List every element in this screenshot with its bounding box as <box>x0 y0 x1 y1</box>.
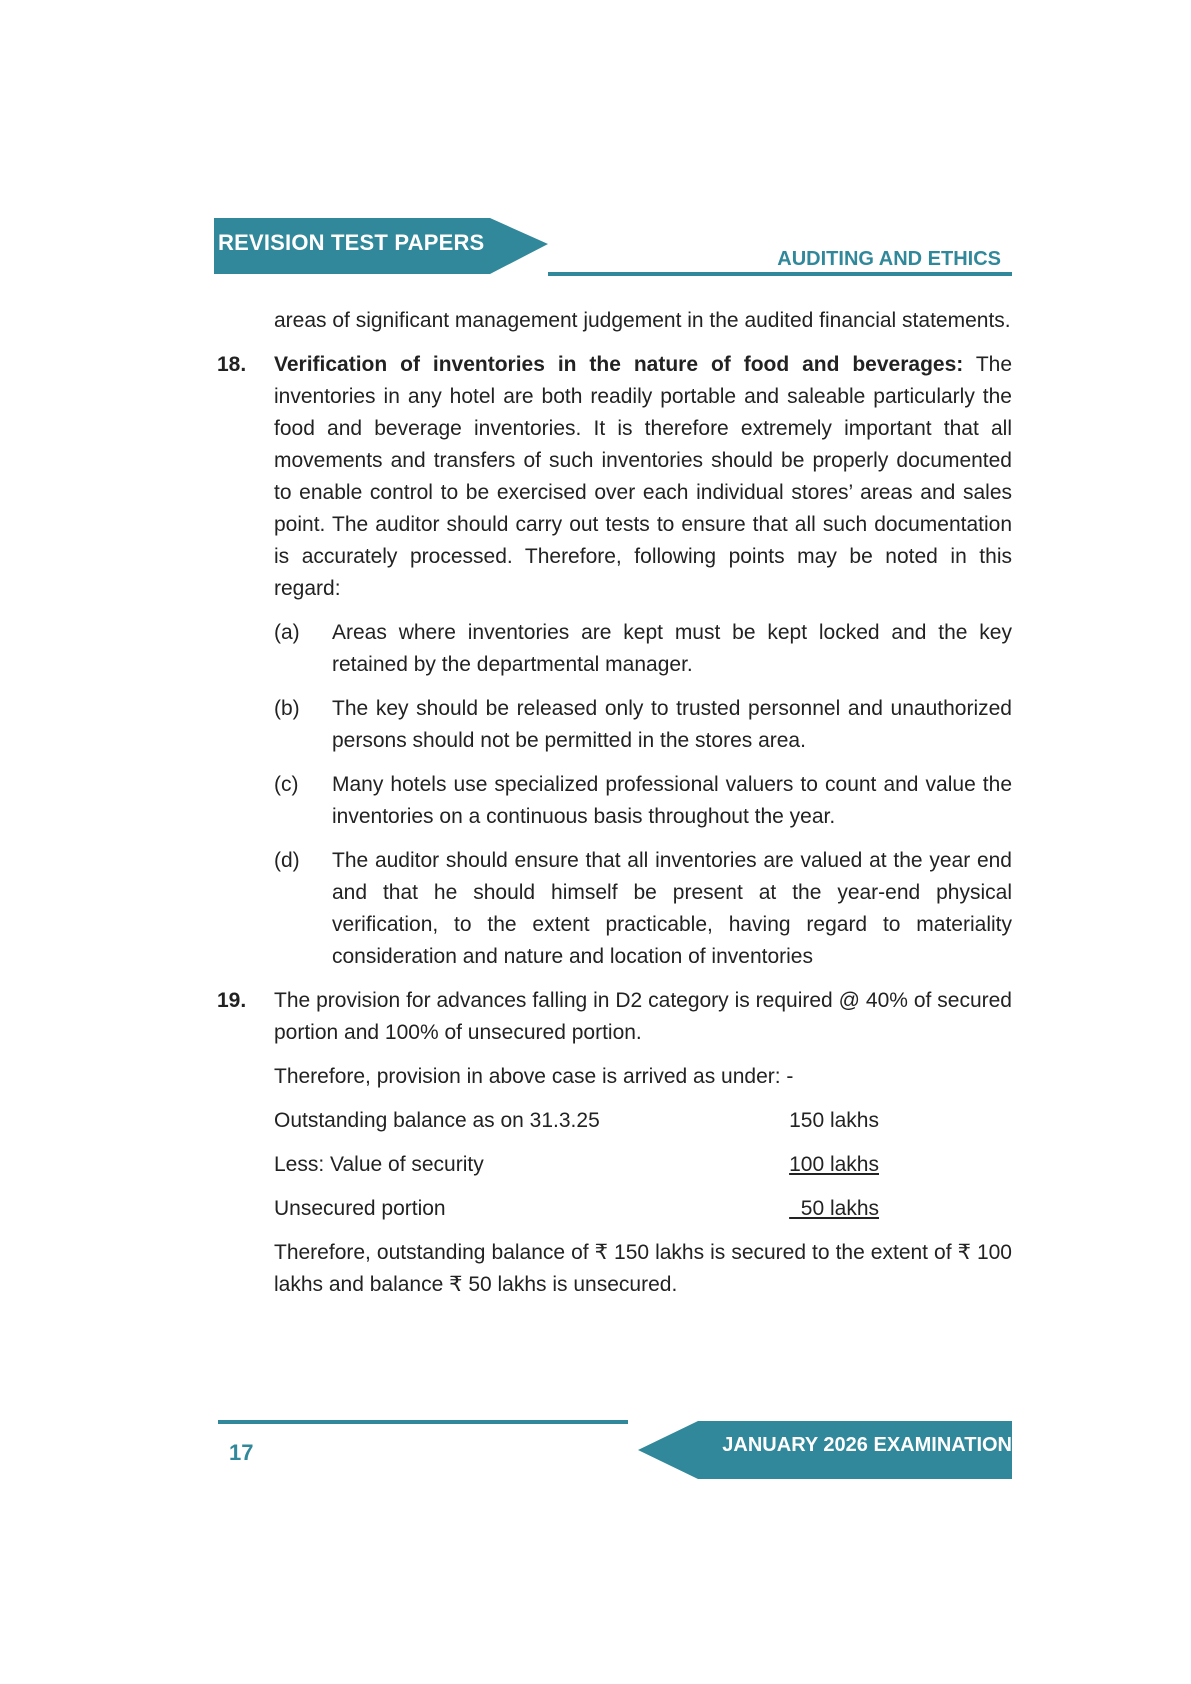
calc-row-label: Unsecured portion <box>274 1197 446 1220</box>
question-19-body: The provision for advances falling in D2 category is required @ 40% of secured portion and 100% of unsecured portion. <box>274 989 1012 1044</box>
point-b-label: (b) <box>274 697 300 720</box>
header-left-title: REVISION TEST PAPERS <box>218 230 485 255</box>
calc-row-amount: 50 lakhs <box>789 1197 879 1220</box>
question-18-heading: Verification of inventories in the nature of food and beverages: <box>274 353 964 376</box>
page-content <box>217 305 1012 1301</box>
point-d <box>217 845 1012 973</box>
question-19-lead: Therefore, provision in above case is arrived as under: - <box>274 1065 794 1088</box>
footer-exam-title: JANUARY 2026 EXAMINATION <box>722 1434 1012 1456</box>
point-c <box>217 769 1012 833</box>
footer-rule <box>218 1420 628 1424</box>
point-a <box>217 617 1012 681</box>
calc-row <box>217 1149 1012 1181</box>
question-18 <box>217 349 1012 605</box>
point-d-text: The auditor should ensure that all inventories are valued at the year end and that he should himself be present at the year-end physical verification, to the extent practicable, having regard to materiality consideration and nature and location of inventories <box>332 849 1012 968</box>
intro-paragraph: areas of significant management judgement in the audited financial statements. <box>274 309 1011 332</box>
header-subject-title: AUDITING AND ETHICS <box>777 248 1001 270</box>
point-b <box>217 693 1012 757</box>
question-19-number: 19. <box>217 989 247 1012</box>
calc-row-amount: 150 lakhs <box>789 1109 879 1132</box>
point-a-text: Areas where inventories are kept must be kept locked and the key retained by the departmental manager. <box>332 621 1012 676</box>
calc-row <box>217 1193 1012 1225</box>
point-a-label: (a) <box>274 621 300 644</box>
calc-row-amount: 100 lakhs <box>789 1153 879 1176</box>
calc-row <box>217 1105 1012 1137</box>
question-18-body: The inventories in any hotel are both readily portable and saleable particularly the food and beverage inventories. It is therefore extremely important that all movements and transfers of such inventories should be properly documented to enable control to be exercised over each individual stores’ areas and sales point. The auditor should carry out tests to ensure that all such documentation is accurately processed. Therefore, following points may be noted in this regard: <box>274 353 1012 600</box>
point-d-label: (d) <box>274 849 300 872</box>
point-c-label: (c) <box>274 773 299 796</box>
calc-row-label: Less: Value of security <box>274 1153 484 1176</box>
calc-row-label: Outstanding balance as on 31.3.25 <box>274 1109 600 1132</box>
header-rule <box>548 272 1012 276</box>
question-19 <box>217 985 1012 1049</box>
question-18-number: 18. <box>217 353 247 376</box>
point-c-text: Many hotels use specialized professional valuers to count and value the inventories on a continuous basis throughout the year. <box>332 773 1012 828</box>
page-number: 17 <box>229 1440 254 1465</box>
point-b-text: The key should be released only to trusted personnel and unauthorized persons should not be permitted in the stores area. <box>332 697 1012 752</box>
question-19-conclusion: Therefore, outstanding balance of ₹ 150 lakhs is secured to the extent of ₹ 100 lakhs and balance ₹ 50 lakhs is unsecured. <box>274 1241 1012 1296</box>
